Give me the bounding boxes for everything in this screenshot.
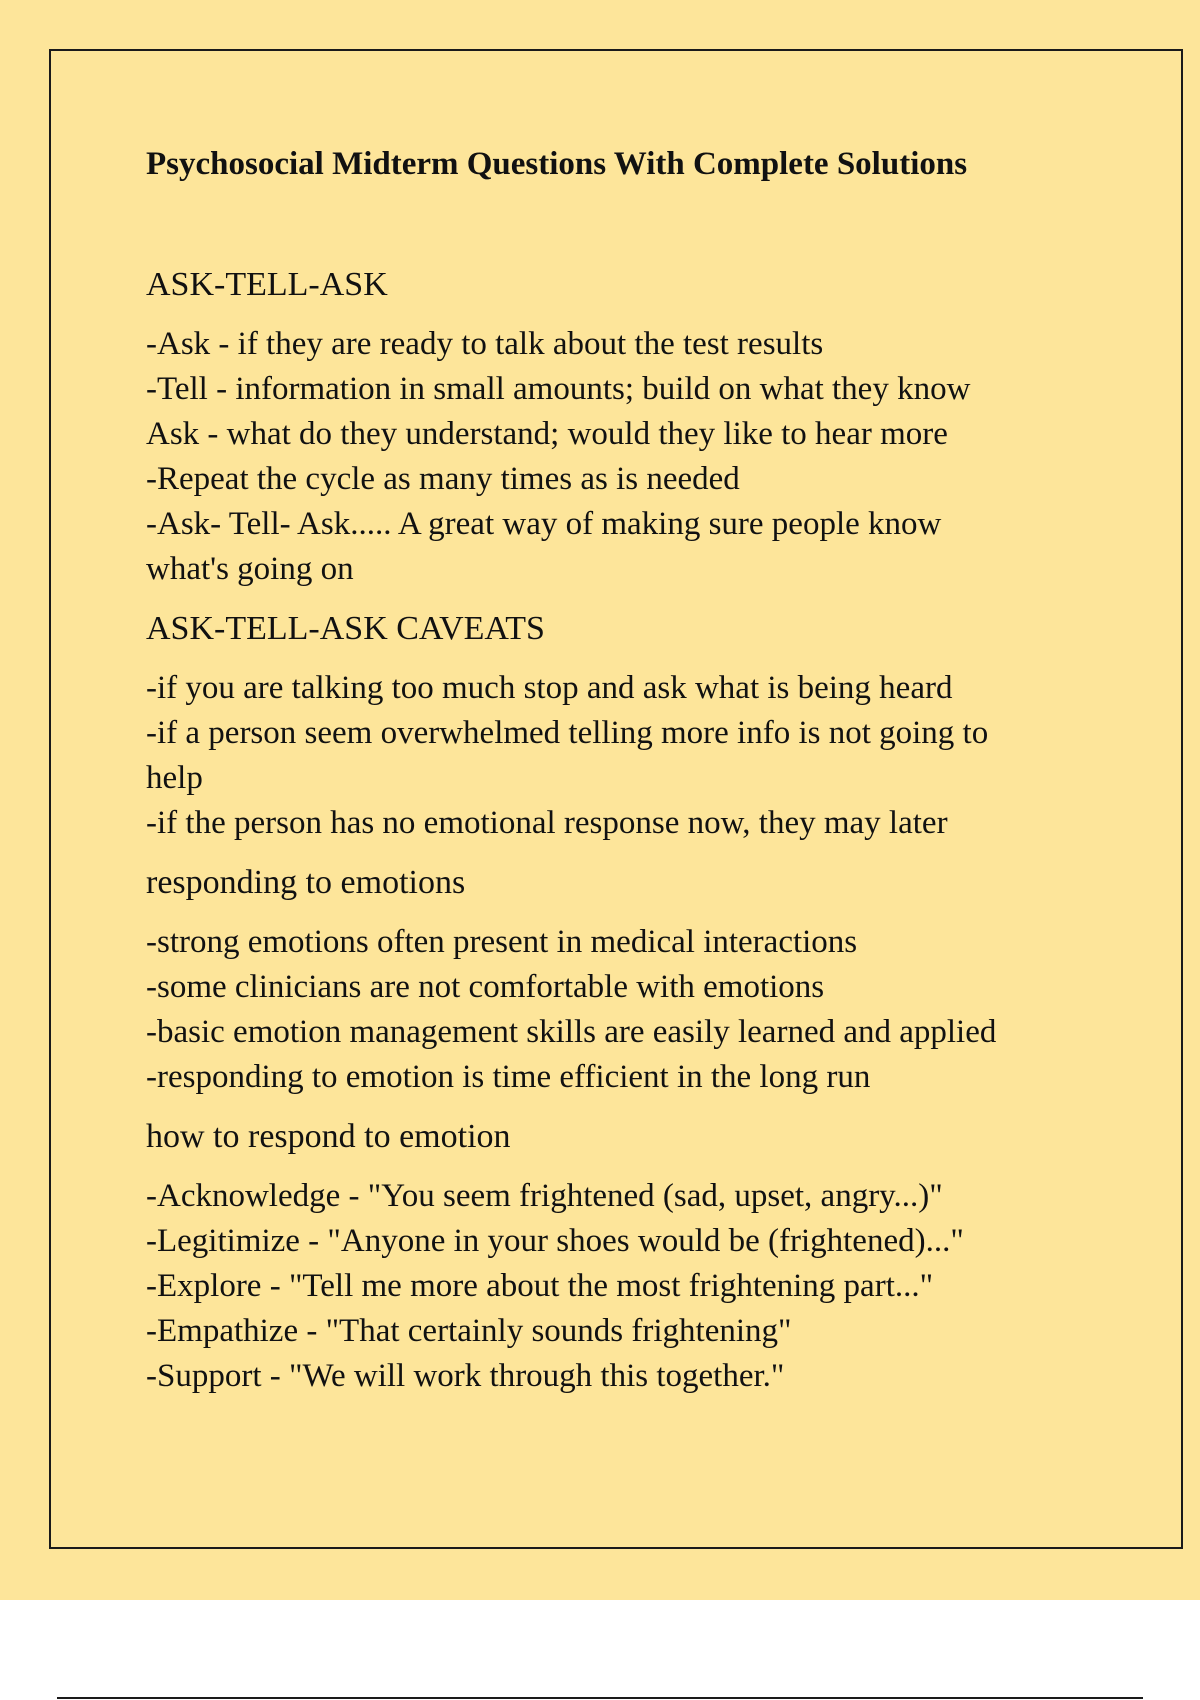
section-heading: responding to emotions — [146, 864, 466, 901]
section-line: -Support - "We will work through this together." — [146, 1358, 785, 1394]
section-line: -if the person has no emotional response now, they may later — [146, 805, 948, 841]
section-line: -strong emotions often present in medical interactions — [146, 924, 858, 960]
section-line: -responding to emotion is time efficient in the long run — [146, 1059, 871, 1095]
section-line: -Ask - if they are ready to talk about the test results — [146, 326, 824, 362]
document-content — [146, 140, 1106, 1413]
section-line: -Acknowledge - "You seem frightened (sad, upset, angry...)" — [146, 1178, 943, 1214]
document-title: Psychosocial Midterm Questions With Complete Solutions — [146, 146, 968, 182]
section-heading: how to respond to emotion — [146, 1118, 511, 1155]
section-line: -basic emotion management skills are easily learned and applied — [146, 1014, 997, 1050]
section-line: -Legitimize - "Anyone in your shoes would be (frightened)..." — [146, 1223, 964, 1259]
section-line: -some clinicians are not comfortable with emotions — [146, 969, 825, 1005]
section-how-to-respond — [146, 1114, 1106, 1399]
section-line: Ask - what do they understand; would they like to hear more — [146, 416, 948, 452]
section-line: -Ask- Tell- Ask..... A great way of making sure people know — [146, 506, 942, 542]
section-line: -Explore - "Tell me more about the most frightening part..." — [146, 1268, 934, 1304]
section-line: -Empathize - "That certainly sounds frightening" — [146, 1313, 792, 1349]
bottom-rule — [57, 1697, 1143, 1699]
section-heading: ASK-TELL-ASK — [146, 266, 388, 303]
section-line: -if a person seem overwhelmed telling more info is not going to — [146, 715, 989, 751]
section-responding-to-emotions — [146, 860, 1106, 1100]
section-line: what's going on — [146, 551, 354, 587]
section-line: -Tell - information in small amounts; build on what they know — [146, 371, 971, 407]
section-line: help — [146, 760, 203, 796]
section-line: -if you are talking too much stop and ask what is being heard — [146, 670, 953, 706]
section-ask-tell-ask — [146, 262, 1106, 592]
section-line: -Repeat the cycle as many times as is needed — [146, 461, 740, 497]
section-heading: ASK-TELL-ASK CAVEATS — [146, 610, 545, 647]
section-caveats — [146, 606, 1106, 846]
